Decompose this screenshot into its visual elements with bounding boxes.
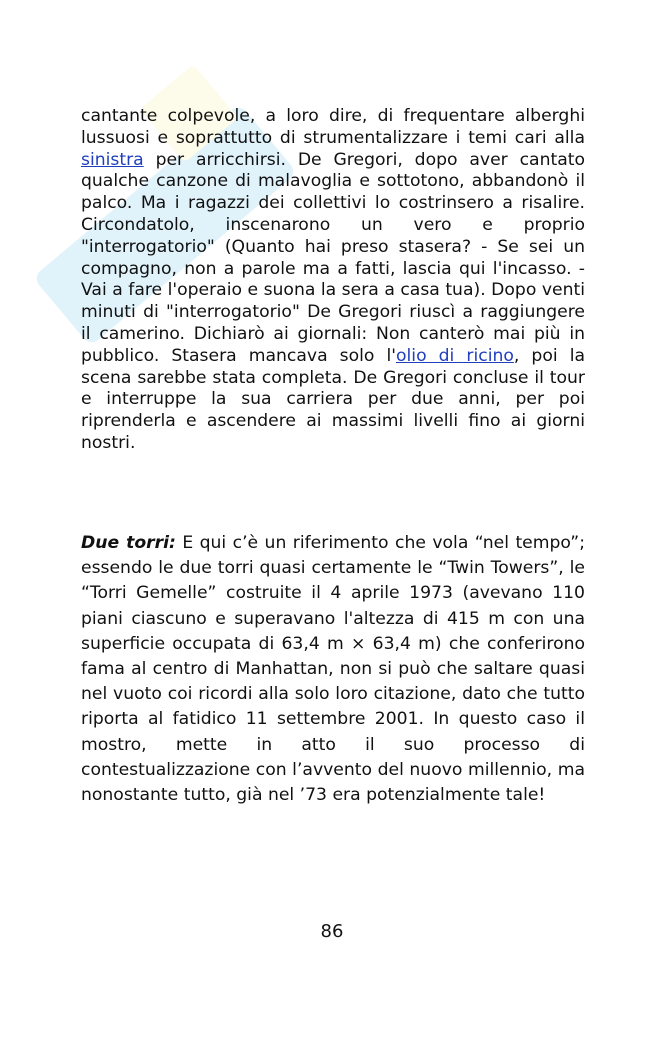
page-number: 86	[320, 921, 344, 942]
paragraph-text: cantante colpevole, a loro dire, di frequentare alberghi lussuosi e soprattutto di strumentalizzare i temi cari alla	[81, 106, 585, 148]
section-heading: Due torri:	[81, 533, 176, 553]
body-paragraph	[81, 106, 585, 455]
sinistra-link[interactable]: sinistra	[81, 149, 144, 170]
due-torri-paragraph	[81, 531, 585, 808]
paragraph-text: E qui c’è un riferimento che vola “nel tempo”; essendo le due torri quasi certamente le “Twin Towers”, le “Torri Gemelle” costruite il 4 aprile 1973 (avevano 110 piani ciascuno e superavano l'altezza di 415 m con una superficie occupata di 63,4 m × 63,4 m) che conferirono fama al centro di Manhattan, non si può che saltare quasi nel vuoto coi ricordi alla solo loro citazione, dato che tutto riporta al fatidico 11 settembre 2001. In questo caso il mostro, mette in atto il suo processo di contestualizzazione con l’avvento del nuovo millennio, ma nonostante tutto, già nel ’73 era potenzialmente tale!	[81, 533, 586, 806]
olio-di-ricino-link[interactable]: olio di ricino	[396, 345, 514, 366]
paragraph-text: , poi la scena sarebbe stata completa. De Gregori concluse il tour e interruppe la sua carriera per due anni, per poi riprenderla e ascendere ai massimi livelli fino ai giorni nostri.	[81, 345, 585, 453]
paragraph-text: per arricchirsi. De Gregori, dopo aver cantato qualche canzone di malavoglia e sottotono, abbandonò il palco. Ma i ragazzi dei collettivi lo costrinsero a risalire. Circondatolo, inscenarono un vero e proprio "interrogatorio" (Quanto hai preso stasera? - Se sei un compagno, non a parole ma a fatti, lascia qui l'incasso. - Vai a fare l'operaio e suona la sera a casa tua). Dopo venti minuti di "interrogatorio" De Gregori riuscì a raggiungere il camerino. Dichiarò ai giornali: Non canterò mai più in pubblico. Stasera mancava solo l'	[81, 149, 585, 366]
